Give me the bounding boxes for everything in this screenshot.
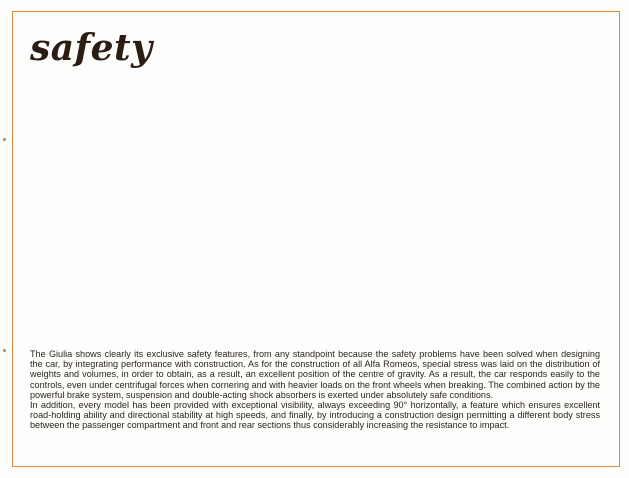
margin-mark	[3, 349, 6, 352]
paragraph: The Giulia shows clearly its exclusive safety features, from any standpoint because the safety problems have been solved when designing the car, by integrating performance with construction. As for the construction of all Alfa Romeos, special stress was laid on the distribution of weights and volumes, in order to obtain, as a result, an excellent position of the centre of gravity. As a result, the car responds easily to the controls, even under centrifugal forces when cornering and with heavier loads on the front wheels when breaking. The combined action by the powerful brake system, suspension and double-acting shock absorbers is exerted under absolutely safe conditions.	[30, 349, 600, 400]
page-title: safety	[30, 27, 153, 69]
paragraph: In addition, every model has been provided with exceptional visibility, always exceeding 90° horizontally, a feature which ensures excellent road-holding ability and directional stability at high speeds, and finally, by introducing a construction design permitting a different body stress between the passenger compartment and front and rear sections thus considerably increasing the resistance to impact.	[30, 400, 600, 431]
body-text	[30, 349, 600, 431]
margin-mark	[3, 138, 6, 141]
